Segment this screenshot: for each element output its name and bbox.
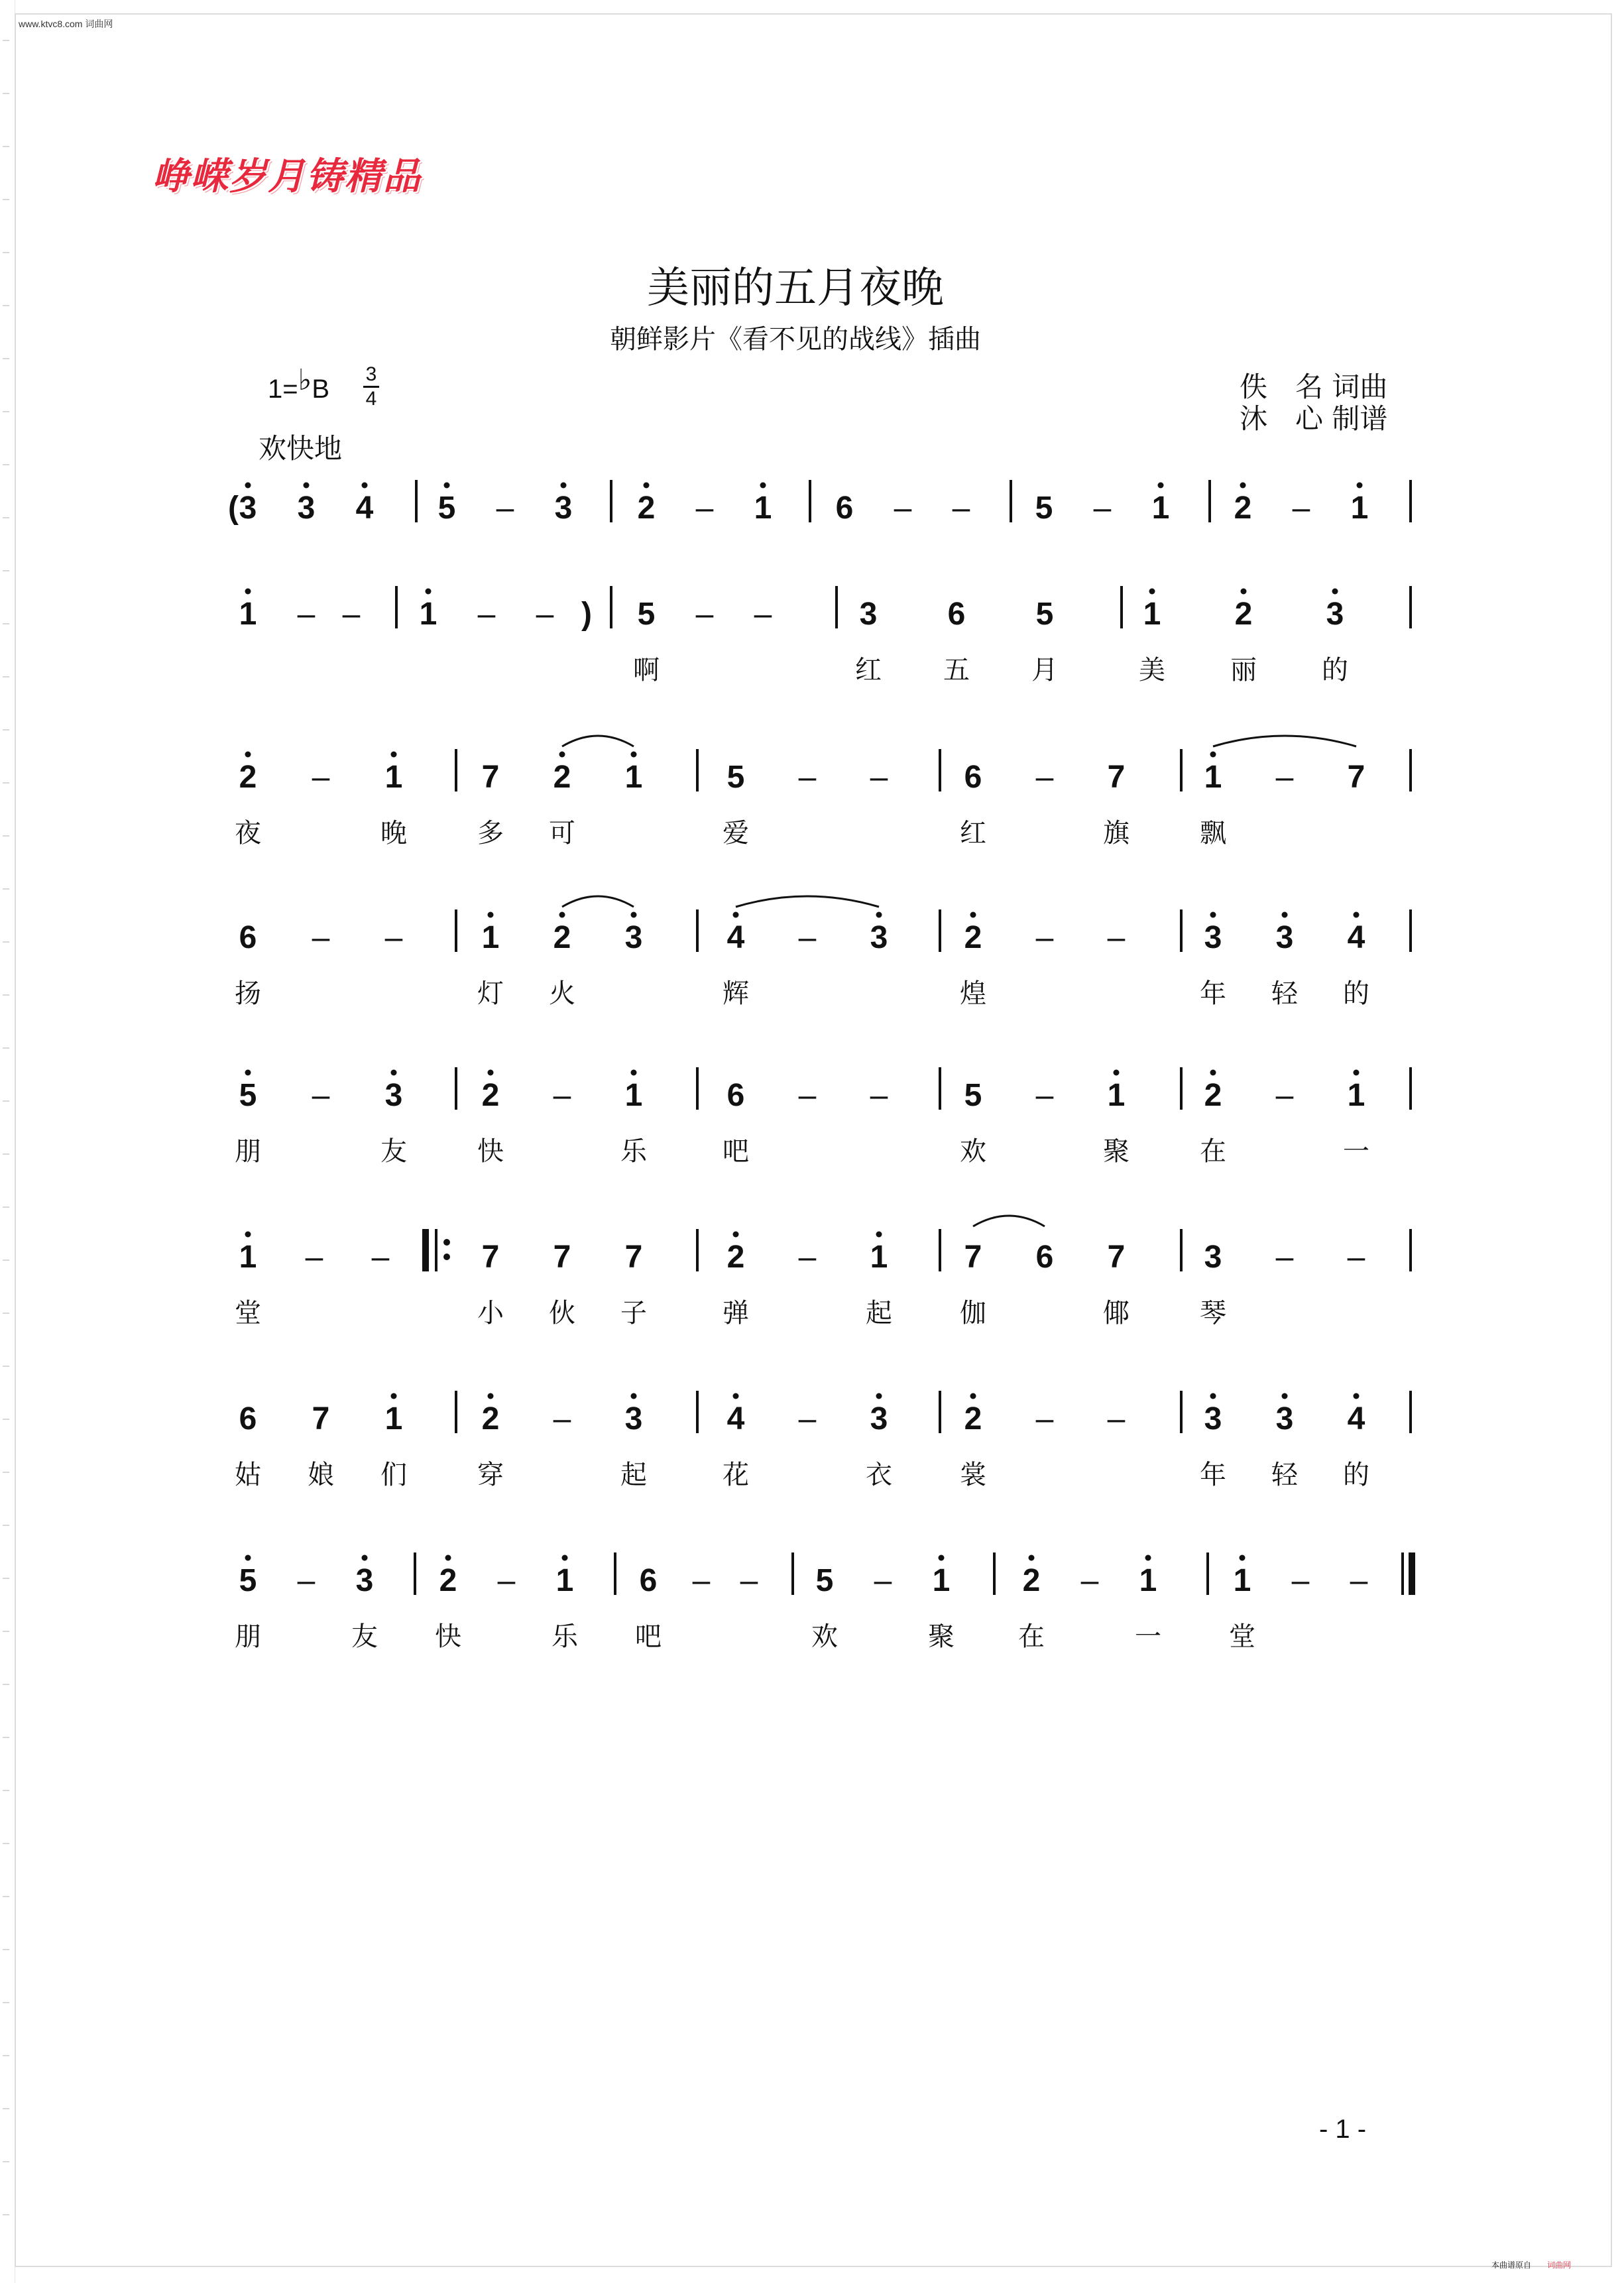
sustain-dash: –	[496, 491, 514, 526]
time-bottom: 4	[365, 388, 377, 410]
note: 2	[726, 1240, 745, 1275]
sustain-dash: –	[692, 1563, 711, 1598]
lyric: 欢	[811, 1621, 838, 1652]
sustain-dash: –	[371, 1240, 390, 1275]
note: 3	[1204, 920, 1222, 955]
footer-brand: 词曲网	[1547, 2260, 1572, 2270]
note: 1	[1347, 1078, 1365, 1113]
note: 7	[964, 1240, 982, 1275]
note: 1	[1107, 1078, 1126, 1113]
lyric: 辉	[723, 978, 749, 1009]
octave-dot	[733, 1393, 739, 1399]
lyric: 琴	[1200, 1298, 1226, 1328]
repeat-dot	[443, 1254, 450, 1260]
octave-dot	[1241, 589, 1247, 595]
sustain-dash: –	[874, 1563, 892, 1598]
lyric: 快	[435, 1621, 461, 1652]
note: 6	[947, 597, 966, 632]
note: 2	[1234, 491, 1252, 526]
lyric: 花	[723, 1460, 749, 1490]
slur	[973, 1216, 1045, 1226]
note: 3	[870, 1401, 888, 1436]
lyric: 的	[1322, 655, 1348, 685]
note: 4	[1347, 1401, 1365, 1436]
note: 3	[870, 920, 888, 955]
lyric: 弹	[723, 1298, 749, 1328]
sustain-dash: –	[312, 1078, 330, 1113]
note: 3	[384, 1078, 403, 1113]
lyric: 娘	[308, 1460, 334, 1490]
note: 3	[297, 491, 316, 526]
note: 6	[835, 491, 854, 526]
slur	[1213, 736, 1356, 746]
octave-dot	[1210, 912, 1216, 918]
lyric: 伙	[549, 1298, 575, 1328]
sustain-dash: –	[1275, 1078, 1294, 1113]
octave-dot	[1354, 1393, 1360, 1399]
octave-dot	[488, 1393, 494, 1399]
octave-dot	[1149, 589, 1155, 595]
lyric: 丽	[1230, 655, 1257, 685]
octave-dot	[876, 1232, 882, 1238]
note: 5	[1035, 491, 1053, 526]
note: 4	[726, 920, 745, 955]
octave-dot	[559, 752, 565, 758]
sustain-dash: –	[798, 1401, 817, 1436]
note: 3	[1275, 1401, 1294, 1436]
flat-sign: ♭	[298, 364, 312, 396]
sustain-dash: –	[297, 597, 316, 632]
note: 6	[964, 760, 982, 795]
sustain-dash: –	[1035, 920, 1054, 955]
note: 2	[439, 1563, 457, 1598]
note: 7	[553, 1240, 571, 1275]
sustain-dash: –	[553, 1078, 571, 1113]
octave-dot	[362, 1555, 368, 1561]
slur	[562, 896, 634, 907]
octave-dot	[1029, 1555, 1035, 1561]
watermark-slogan: 峥嵘岁月铸精品	[152, 155, 422, 198]
lyric: 美	[1139, 655, 1165, 685]
lyric: 啊	[633, 655, 660, 685]
note: 5	[815, 1563, 834, 1598]
lyric: 们	[380, 1460, 407, 1490]
octave-dot	[488, 912, 494, 918]
lyric: 轻	[1271, 1460, 1298, 1490]
lyric: 红	[855, 655, 882, 685]
octave-dot	[444, 483, 450, 489]
note: 1	[1143, 597, 1161, 632]
note: 2	[964, 920, 982, 955]
note: 5	[437, 491, 456, 526]
octave-dot	[970, 1393, 976, 1399]
sustain-dash: –	[1275, 1240, 1294, 1275]
lyric: 多	[477, 818, 504, 849]
lyric: 年	[1200, 1460, 1226, 1490]
lyric: 穿	[477, 1460, 504, 1490]
sustain-dash: –	[1275, 760, 1294, 795]
lyric: 夜	[235, 818, 261, 849]
note: 5	[964, 1078, 982, 1113]
lyric: 堂	[1229, 1621, 1255, 1652]
note: 6	[239, 920, 257, 955]
slur	[736, 896, 879, 907]
note: 2	[637, 491, 656, 526]
lyric: 裳	[960, 1460, 986, 1490]
credit-lyrics-music: 佚 名 词曲	[1240, 371, 1388, 403]
note: 3	[239, 491, 257, 526]
note: 2	[1234, 597, 1253, 632]
lyric: 爱	[723, 818, 749, 849]
note: 1	[481, 920, 500, 955]
sustain-dash: –	[1347, 1240, 1365, 1275]
note: 6	[639, 1563, 658, 1598]
lyric: 扬	[235, 978, 261, 1009]
lyric: 一	[1343, 1136, 1369, 1167]
sustain-dash: –	[952, 491, 970, 526]
octave-dot	[1240, 1555, 1246, 1561]
note: 3	[1275, 920, 1294, 955]
page-number: - 1 -	[1319, 2115, 1367, 2144]
lyric: 旗	[1103, 818, 1130, 849]
lyric: 欢	[960, 1136, 986, 1167]
slur	[562, 736, 634, 746]
lyric: 吧	[635, 1621, 662, 1652]
sustain-dash: –	[1080, 1563, 1099, 1598]
octave-dot	[733, 1232, 739, 1238]
lyric: 聚	[928, 1621, 955, 1652]
octave-dot	[362, 483, 368, 489]
note: 6	[1035, 1240, 1054, 1275]
repeat-dot	[443, 1239, 450, 1246]
note: 3	[624, 1401, 643, 1436]
lyric: 起	[620, 1460, 647, 1490]
lyric: 衣	[866, 1460, 892, 1490]
lyric: 的	[1343, 978, 1369, 1009]
sustain-dash: –	[305, 1240, 323, 1275]
octave-dot	[391, 1393, 397, 1399]
octave-dot	[1114, 1070, 1120, 1076]
octave-dot	[245, 1232, 251, 1238]
note: 4	[355, 491, 374, 526]
octave-dot	[631, 912, 637, 918]
sustain-dash: –	[553, 1401, 571, 1436]
lyric: 在	[1200, 1136, 1226, 1167]
octave-dot	[631, 1393, 637, 1399]
octave-dot	[760, 483, 766, 489]
sustain-dash: –	[1291, 1563, 1310, 1598]
lyric: 月	[1031, 655, 1058, 685]
note: 6	[726, 1078, 745, 1113]
sustain-dash: –	[798, 920, 817, 955]
note: 2	[1204, 1078, 1222, 1113]
sustain-dash: –	[1107, 920, 1126, 955]
sustain-dash: –	[1035, 1401, 1054, 1436]
note: 2	[1022, 1563, 1041, 1598]
sustain-dash: –	[1350, 1563, 1368, 1598]
sustain-dash: –	[695, 491, 714, 526]
sustain-dash: –	[477, 597, 496, 632]
note: 7	[1107, 760, 1126, 795]
note: 1	[624, 1078, 643, 1113]
note: 1	[754, 491, 772, 526]
octave-dot	[391, 752, 397, 758]
bracket: )	[581, 597, 592, 632]
lyric: 飘	[1200, 818, 1226, 849]
note: 1	[384, 760, 403, 795]
lyric: 在	[1018, 1621, 1045, 1652]
lyric: 轻	[1271, 978, 1298, 1009]
note: 1	[239, 597, 257, 632]
sustain-dash: –	[342, 597, 361, 632]
lyric: 朋	[235, 1621, 261, 1652]
sustain-dash: –	[384, 920, 403, 955]
footer-source: 本曲谱原自	[1491, 2260, 1532, 2270]
lyric: 的	[1343, 1460, 1369, 1490]
octave-dot	[876, 1393, 882, 1399]
octave-dot	[970, 912, 976, 918]
lyric: 乐	[620, 1136, 647, 1167]
key-note: B	[312, 375, 330, 404]
octave-dot	[426, 589, 432, 595]
octave-dot	[1145, 1555, 1151, 1561]
note: 7	[1347, 760, 1365, 795]
lyric: 年	[1200, 978, 1226, 1009]
note: 1	[239, 1240, 257, 1275]
note: 4	[1347, 920, 1365, 955]
note: 2	[964, 1401, 982, 1436]
note: 1	[384, 1401, 403, 1436]
note: 1	[1233, 1563, 1251, 1598]
octave-dot	[876, 912, 882, 918]
note: 1	[932, 1563, 951, 1598]
sustain-dash: –	[297, 1563, 316, 1598]
note: 3	[859, 597, 878, 632]
octave-dot	[245, 589, 251, 595]
note: 5	[726, 760, 745, 795]
note: 1	[870, 1240, 888, 1275]
note: 1	[1139, 1563, 1157, 1598]
note: 2	[553, 760, 571, 795]
sustain-dash: –	[1107, 1401, 1126, 1436]
note: 3	[1204, 1240, 1222, 1275]
sustain-dash: –	[798, 1240, 817, 1275]
octave-dot	[245, 1070, 251, 1076]
lyric: 起	[866, 1298, 892, 1328]
octave-dot	[631, 1070, 637, 1076]
octave-dot	[245, 1555, 251, 1561]
octave-dot	[1240, 483, 1246, 489]
sustain-dash: –	[536, 597, 554, 632]
sustain-dash: –	[754, 597, 772, 632]
sustain-dash: –	[1035, 1078, 1054, 1113]
note: 1	[1350, 491, 1369, 526]
octave-dot	[1158, 483, 1164, 489]
note: 1	[419, 597, 437, 632]
note: 1	[624, 760, 643, 795]
lyric: 快	[477, 1136, 504, 1167]
octave-dot	[304, 483, 310, 489]
note: 1	[555, 1563, 574, 1598]
song-title: 美丽的五月夜晚	[647, 264, 944, 313]
note: 1	[1204, 760, 1222, 795]
octave-dot	[391, 1070, 397, 1076]
octave-dot	[488, 1070, 494, 1076]
lyric: 吧	[723, 1136, 749, 1167]
lyric: 堂	[235, 1298, 261, 1328]
sustain-dash: –	[695, 597, 714, 632]
lyric: 友	[380, 1136, 407, 1167]
note: 2	[481, 1078, 500, 1113]
lyric: 灯	[477, 978, 504, 1009]
sustain-dash: –	[312, 760, 330, 795]
note: 4	[726, 1401, 745, 1436]
octave-dot	[644, 483, 650, 489]
lyric: 乐	[551, 1621, 578, 1652]
note: 3	[1204, 1401, 1222, 1436]
note: 5	[1035, 597, 1054, 632]
bracket: (	[228, 491, 239, 526]
lyric: 火	[549, 978, 575, 1009]
sustain-dash: –	[1292, 491, 1310, 526]
note: 2	[239, 760, 257, 795]
note: 3	[624, 920, 643, 955]
octave-dot	[1354, 1070, 1360, 1076]
sustain-dash: –	[798, 1078, 817, 1113]
octave-dot	[1357, 483, 1363, 489]
octave-dot	[1354, 912, 1360, 918]
octave-dot	[1282, 1393, 1288, 1399]
lyric: 伽	[960, 1298, 986, 1328]
note: 1	[1151, 491, 1170, 526]
lyric: 朋	[235, 1136, 261, 1167]
sustain-dash: –	[870, 760, 888, 795]
note: 2	[553, 920, 571, 955]
lyric: 红	[960, 818, 986, 849]
octave-dot	[939, 1555, 945, 1561]
octave-dot	[245, 752, 251, 758]
sustain-dash: –	[1093, 491, 1112, 526]
lyric: 晚	[380, 818, 407, 849]
note: 5	[637, 597, 656, 632]
octave-dot	[445, 1555, 451, 1561]
lyric: 煌	[960, 978, 986, 1009]
octave-dot	[245, 483, 251, 489]
note: 7	[481, 1240, 500, 1275]
note: 2	[481, 1401, 500, 1436]
octave-dot	[559, 912, 565, 918]
note: 5	[239, 1078, 257, 1113]
sustain-dash: –	[312, 920, 330, 955]
sustain-dash: –	[740, 1563, 758, 1598]
lyric: 可	[549, 818, 575, 849]
lyric: 倻	[1103, 1298, 1130, 1328]
lyric: 子	[620, 1298, 647, 1328]
note: 6	[239, 1401, 257, 1436]
note: 7	[1107, 1240, 1126, 1275]
lyric: 一	[1135, 1621, 1161, 1652]
octave-dot	[1210, 752, 1216, 758]
octave-dot	[562, 1555, 568, 1561]
octave-dot	[561, 483, 567, 489]
sustain-dash: –	[870, 1078, 888, 1113]
sustain-dash: –	[894, 491, 912, 526]
octave-dot	[1282, 912, 1288, 918]
note: 7	[312, 1401, 330, 1436]
note: 7	[481, 760, 500, 795]
lyric: 友	[351, 1621, 378, 1652]
octave-dot	[1332, 589, 1338, 595]
octave-dot	[733, 912, 739, 918]
octave-dot	[1210, 1393, 1216, 1399]
sustain-dash: –	[1035, 760, 1054, 795]
lyric: 五	[943, 655, 970, 685]
note: 7	[624, 1240, 643, 1275]
octave-dot	[1210, 1070, 1216, 1076]
footer	[1491, 2259, 1571, 2270]
note: 3	[554, 491, 573, 526]
credit-arranger: 沐 心 制谱	[1240, 402, 1388, 435]
header-site-text: www.ktvc8.com 词曲网	[19, 19, 113, 29]
note: 5	[239, 1563, 257, 1598]
lyric: 聚	[1103, 1136, 1130, 1167]
time-top: 3	[365, 363, 377, 385]
note: 3	[355, 1563, 374, 1598]
tempo-marking: 欢快地	[259, 432, 343, 465]
lyric: 姑	[235, 1460, 261, 1490]
octave-dot	[631, 752, 637, 758]
note: 3	[1326, 597, 1344, 632]
song-subtitle: 朝鲜影片《看不见的战线》插曲	[610, 324, 981, 355]
lyric: 小	[477, 1298, 504, 1328]
key-prefix: 1=	[268, 375, 298, 404]
sustain-dash: –	[497, 1563, 516, 1598]
sustain-dash: –	[798, 760, 817, 795]
